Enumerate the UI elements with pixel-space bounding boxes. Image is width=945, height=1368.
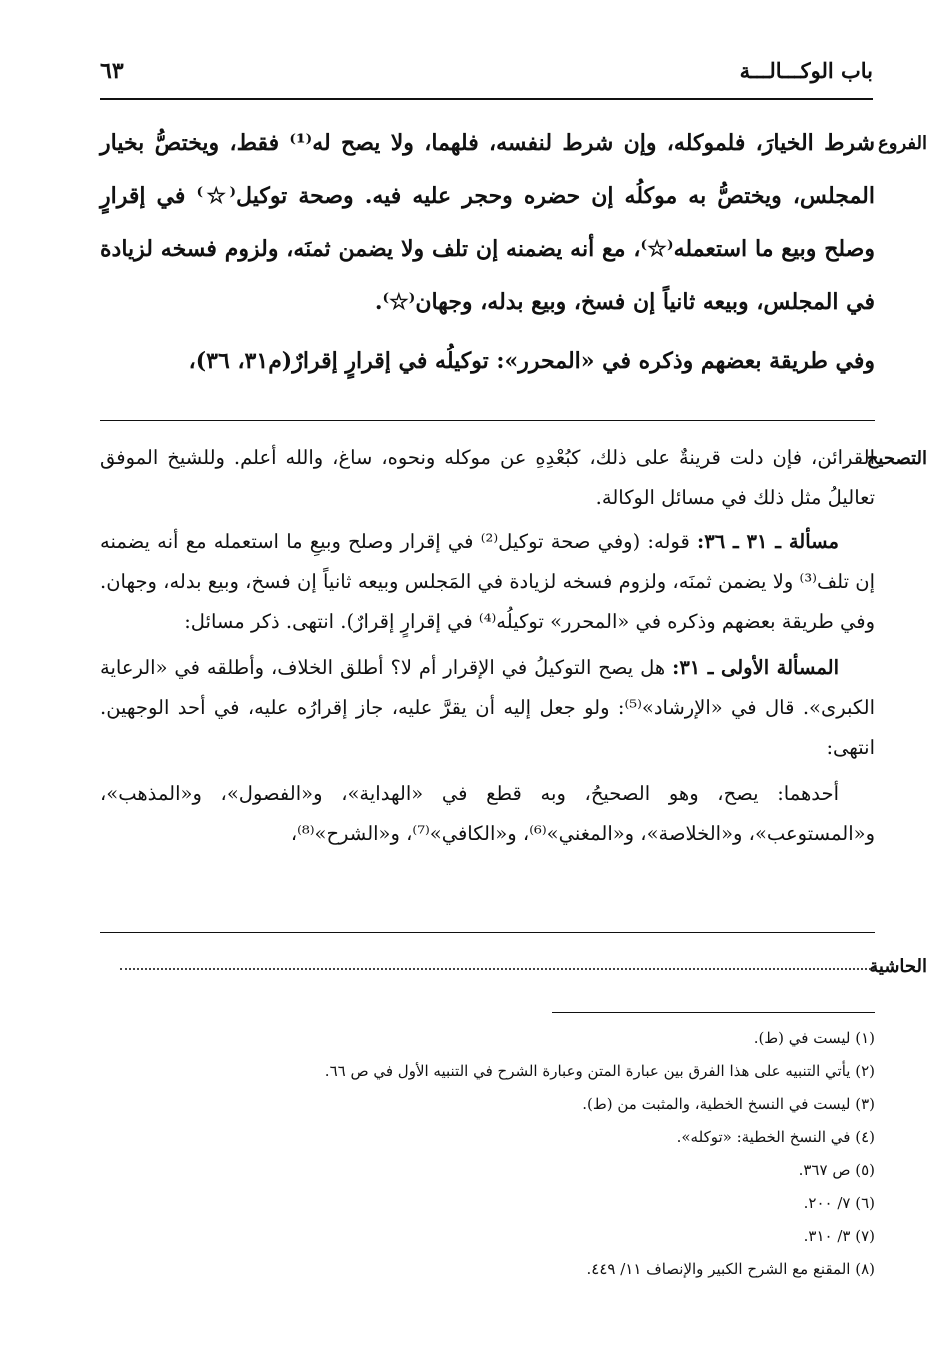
- footnote-rule: [552, 1012, 875, 1013]
- section-divider: [100, 420, 875, 421]
- masala-text: قوله: (وفي صحة توكيل⁽²⁾ في إقرار وصلح وبيعِ ما استعمله مع أنه يضمنه إن تلف⁽³⁾ ولا يضمن ثمنَه، ولزوم فسخه لزيادة في المَجلس وبيعه ثانياً إن فسخ، وبيع بدله، وجهان. وفي طريقة بعضهم وذكره في «المحرر» توكيلُه⁽⁴⁾ في إقرارٍ إقرارٌ). انتهى. ذكر مسائل:: [100, 530, 876, 633]
- masala-paragraph: [100, 522, 875, 642]
- footnote: (٢) يأتي التنبيه على هذا الفرق بين عبارة المتن وعبارة الشرح في التنبيه الأول في ص ٦٦.: [324, 1062, 875, 1080]
- margin-label-tashih: التصحيح: [866, 448, 927, 469]
- commentary-intro: القرائن، فإن دلت قرينةٌ على ذلك، كبُعْدِهِ عن موكله ونحوه، ساغ، والله أعلم. وللشيخ الموفق تعاليلُ مثل ذلك في مسائل الوكالة.: [100, 446, 875, 509]
- main-text-paragraph: وفي طريقة بعضهم وذكره في «المحرر»: توكيلُه في إقرارٍ إقرارٌ(م٣١، ٣٦)،: [188, 348, 875, 374]
- footnotes-list: [100, 1022, 875, 1286]
- masala-heading: مسألة ـ ٣١ ـ ٣٦:: [697, 530, 839, 553]
- section-divider: [100, 932, 875, 933]
- margin-label-hashiya: الحاشية: [869, 956, 927, 977]
- footnote: (٦) ٧/ ٢٠٠.: [803, 1194, 875, 1212]
- hashiya-dotted-line: [120, 968, 875, 970]
- first-issue-text: هل يصح التوكيلُ في الإقرار أم لا؟ أطلق الخلاف، وأطلقه في «الرعاية الكبرى». قال في «الإرشاد»⁽⁵⁾: ولو جعل إليه أن يقرَّ عليه، جاز إقرارُه عليه، في أحد الوجهين. انتهى:: [100, 656, 875, 759]
- main-text-paragraph: شرط الخيارَ، فلموكله، وإن شرط لنفسه، فلهما، ولا يصح له⁽¹⁾ فقط، ويختصُّ بخيار المجلس، ويختصُّ به موكلُه إن حضره وحجر عليه فيه. وصحة توكيل⁽☆⁾ في إقرارٍ وصلح وبيع ما استعمله⁽☆⁾، مع أنه يضمنه إن تلف ولا يضمن ثمنَه، ولزوم فسخه لزيادة في المجلس، وبيعه ثانياً إن فسخ، وبيع بدله، وجهان⁽☆⁾.: [100, 130, 875, 315]
- commentary-block: [100, 438, 875, 854]
- first-issue-paragraph: [100, 648, 875, 768]
- margin-label-furu: الفروع: [878, 133, 927, 154]
- footnote: (٤) في النسخ الخطية: «توكله».: [676, 1128, 875, 1146]
- chapter-title: باب الوكـــالـــة: [739, 58, 873, 83]
- first-issue-heading: المسألة الأولى ـ ٣١:: [672, 656, 839, 679]
- footnote: (٨) المقنع مع الشرح الكبير والإنصاف ١١/ ٤٤٩.: [586, 1260, 875, 1278]
- footnote: (٥) ص ٣٦٧.: [798, 1161, 875, 1179]
- page-number: ٦٣: [100, 58, 124, 84]
- main-text-block: [100, 117, 875, 388]
- first-opinion-paragraph: أحدهما: يصح، وهو الصحيحُ، وبه قطع في «الهداية»، و«الفصول»، و«المذهب»، و«المستوعب»، و«الخلاصة»، و«المغني»⁽⁶⁾، و«الكافي»⁽⁷⁾، و«الشرح»⁽⁸⁾،: [100, 782, 875, 845]
- footnote: (٣) ليست في النسخ الخطية، والمثبت من (ط).: [582, 1095, 875, 1113]
- running-head: [100, 58, 873, 100]
- footnote: (٧) ٣/ ٣١٠.: [803, 1227, 875, 1245]
- footnote: (١) ليست في (ط).: [753, 1029, 875, 1047]
